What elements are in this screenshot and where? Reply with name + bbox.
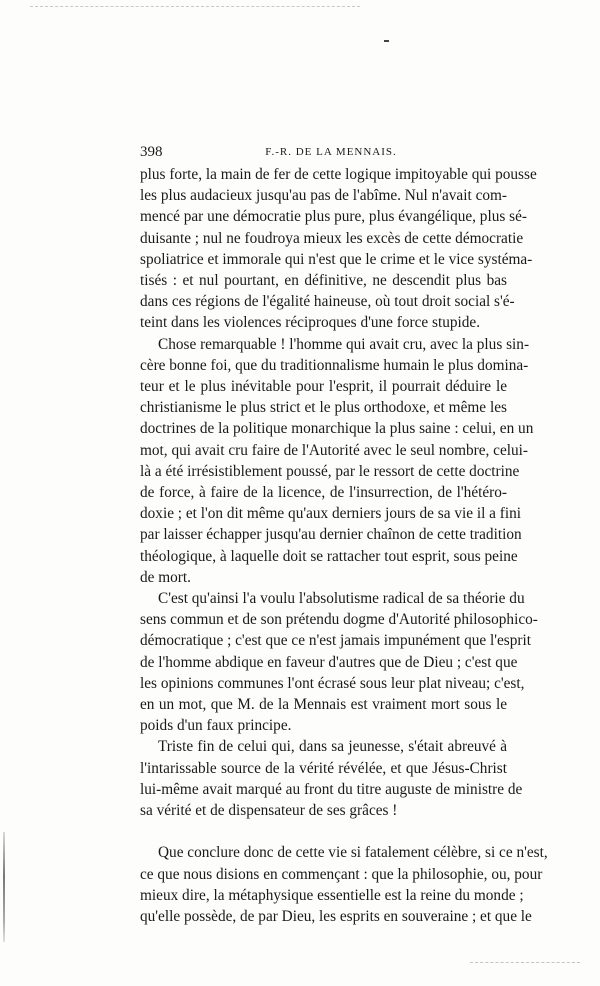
text-line: cère bonne foi, que du traditionnalisme humain le plus domina- [140,356,529,374]
text-line: doxie ; et l'on dit même qu'aux derniers jours de sa vie il a fini [140,505,522,523]
text-line: Chose remarquable ! l'homme qui avait cru, avec la plus sin- [158,335,530,353]
page-number: 398 [140,144,163,160]
text-line: mot, qui avait cru faire de l'Autorité avec le seul nombre, celui- [140,441,529,459]
text-line: plus forte, la main de fer de cette logique impitoyable qui pousse [140,166,537,183]
text-line: par laisser échapper jusqu'au dernier chaînon de cette tradition [140,526,522,544]
text-line: duisante ; nul ne foudroya mieux les excès de cette démocratie [140,229,524,247]
scan-mark [384,40,389,42]
scan-bottom-edge [470,962,580,963]
scan-margin-mark [3,832,5,942]
text-line: les opinions communes l'ont écrasé sous leur plat niveau; c'est, [140,674,525,692]
paragraph [140,334,534,588]
text-line: poids d'un faux principe. [140,717,292,735]
text-line: teur et le plus inévitable pour l'esprit, il pourrait déduire le [140,378,507,396]
text-line: christianisme le plus strict et le plus orthodoxe, et même les [140,399,507,417]
scan-top-edge [30,6,360,7]
text-line: mencé par une démocratie plus pure, plus évangélique, plus sé- [140,208,527,226]
text-line: mieux dire, la métaphysique essentielle est la reine du monde ; [140,886,524,904]
running-title: F.-R. DE LA MENNAIS. [265,146,397,158]
text-line: là a été irrésistiblement poussé, par le ressort de cette doctrine [140,462,520,480]
text-line: l'intarissable source de la vérité révélée, et que Jésus-Christ [140,759,507,777]
text-line: teint dans les violences réciproques d'une force stupide. [140,314,481,332]
text-line: dans ces régions de l'égalité haineuse, où tout droit social s'é- [140,293,515,311]
paragraph [140,588,538,736]
text-line: sa vérité et de dispensateur de ses grâces ! [140,802,398,820]
text-line: C'est qu'ainsi l'a voulu l'absolutisme radical de sa théorie du [158,590,525,608]
text-line: Triste fin de celui qui, dans sa jeunesse, s'était abreuvé à [158,738,507,756]
text-line: Que conclure donc de cette vie si fatalement célèbre, si ce n'est, [158,844,548,862]
body-text [140,164,548,927]
paragraph [140,736,523,821]
paragraph [140,842,548,927]
text-line: doctrines de la politique monarchique la plus saine : celui, en un [140,420,534,438]
text-line: qu'elle possède, de par Dieu, les esprits en souveraine ; et que le [140,907,532,925]
paragraph [140,164,537,334]
text-line: lui-même avait marqué au front du titre auguste de ministre de [140,780,523,798]
text-line: démocratique ; c'est que ce n'est jamais impunément que l'esprit [140,632,531,650]
text-line: de force, à faire de la licence, de l'insurrection, de l'hétéro- [140,484,507,502]
text-line: tisés : et nul pourtant, en définitive, ne descendit plus bas [140,272,507,290]
paragraph-gap [140,821,507,842]
text-line: théologique, à laquelle doit se rattacher tout esprit, sous peine [140,547,518,565]
text-line: ce que nous disions en commençant : que la philosophie, ou, pour [140,865,543,883]
page-header [140,144,522,162]
text-line: les plus audacieux jusqu'au pas de l'abîme. Nul n'avait com- [140,187,507,205]
text-line: en un mot, que M. de la Mennais est vraiment mort sous le [140,696,507,714]
text-line: de l'homme abdique en faveur d'autres que de Dieu ; c'est que [140,653,518,671]
text-line: spoliatrice et immorale qui n'est que le crime et le vice systéma- [140,250,533,268]
text-line: sens commun et de son prétendu dogme d'Autorité philosophico- [140,611,538,629]
text-line: de mort. [140,568,191,586]
